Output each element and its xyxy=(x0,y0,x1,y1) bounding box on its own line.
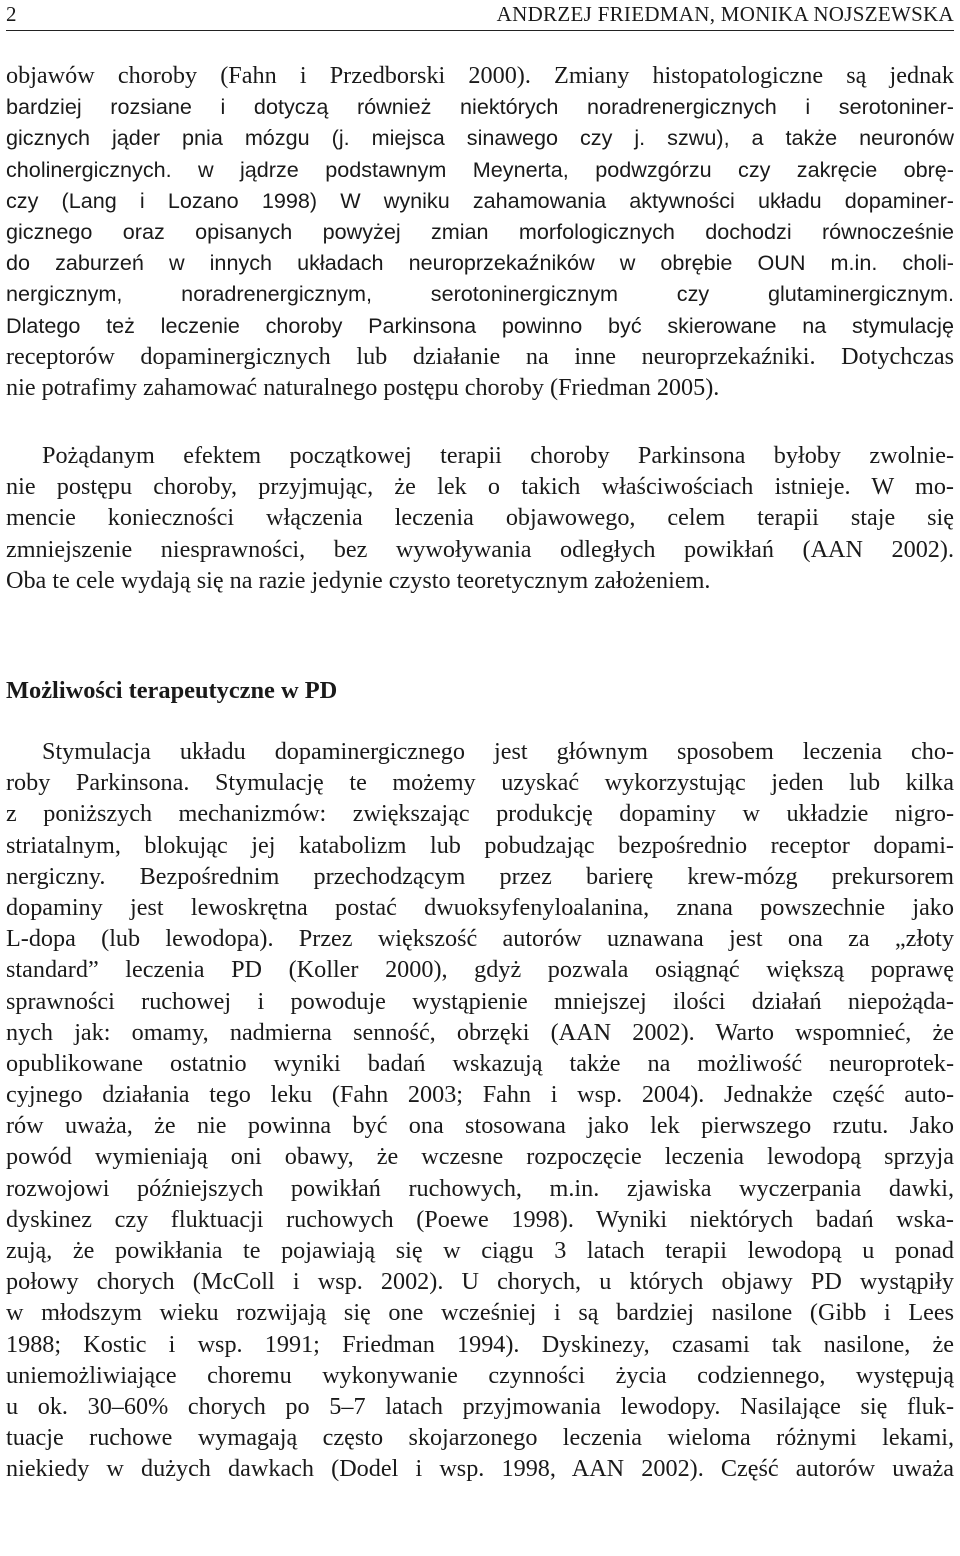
text-line: striatalnym, blokując jej katabolizm lub pobudzając bezpośrednio receptor dopami- xyxy=(6,831,954,859)
text-line: zują, że powikłania te pojawiają się w ciągu 3 latach terapii lewodopą u ponad xyxy=(6,1237,954,1264)
paragraph-continued xyxy=(6,60,954,403)
text-line: nie potrafimy zahamować naturalnego postępu choroby (Friedman 2005). xyxy=(6,373,720,401)
text-line: zmniejszenie niesprawności, bez wywoływania odległych powikłań (AAN 2002). xyxy=(6,535,954,563)
text-line: cyjnego działania tego leku (Fahn 2003; Fahn i wsp. 2004). Jednakże część auto- xyxy=(6,1081,954,1109)
text-line: nergiczny. Bezpośrednim przechodzącym przez barierę krew-mózg prekursorem xyxy=(6,862,954,890)
text-line: nergicznym, noradrenergicznym, serotoninergicznym czy glutaminergicznym. xyxy=(6,281,954,307)
text-line: gicznych jąder pnia mózgu (j. miejsca sinawego czy j. szwu), a także neuronów xyxy=(6,125,954,151)
text-line: bardziej rozsiane i dotyczą również niektórych noradrenergicznych i serotoniner- xyxy=(6,94,954,120)
text-line: rozwojowi późniejszych powikłań ruchowych, m.in. zjawiska wyczerpania dawki, xyxy=(6,1174,954,1202)
text-line: powód wymieniają oni obawy, że wczesne rozpoczęcie leczenia lewodopą sprzyja xyxy=(6,1143,954,1171)
text-line: nych jak: omamy, nadmierna senność, obrzęki (AAN 2002). Warto wspomnieć, że xyxy=(6,1018,954,1046)
text-line: Pożądanym efektem początkowej terapii choroby Parkinsona byłoby zwolnie- xyxy=(42,442,954,469)
text-line: roby Parkinsona. Stymulację te możemy uzyskać wykorzystując jeden lub kilka xyxy=(6,769,954,797)
text-line: tuacje ruchowe wymagają często skojarzonego leczenia wieloma różnymi lekami, xyxy=(6,1424,954,1452)
text-line: receptorów dopaminergicznych lub działanie na inne neuroprzekaźniki. Dotychczas xyxy=(6,342,954,370)
text-line: cholinergicznych. w jądrze podstawnym Meynerta, podwzgórzu czy zakręcie obrę- xyxy=(6,156,954,182)
text-line: nie postępu choroby, przyjmując, że lek o takich właściwościach istnieje. W mo- xyxy=(6,473,954,501)
text-line: dopaminy jest lewoskrętna postać dwuoksyfenyloalanina, znana powszechnie jako xyxy=(6,893,954,921)
paragraph-therapeutic-options xyxy=(6,736,954,1485)
text-line: Dlatego też leczenie choroby Parkinsona powinno być skierowane na stymulację xyxy=(6,312,954,338)
text-line: mencie konieczności włączenia leczenia objawowego, celem terapii staje się xyxy=(6,504,954,532)
text-line: sprawności ruchowej i powoduje wystąpienie mniejszej ilości działań niepożąda- xyxy=(6,987,954,1015)
text-line: niekiedy w dużych dawkach (Dodel i wsp. 1998, AAN 2002). Część autorów uważa xyxy=(6,1455,954,1483)
text-line: rów uważa, że nie powinna być ona stosowana jako lek pierwszego rzutu. Jako xyxy=(6,1112,954,1140)
text-line: uniemożliwiające choremu wykonywanie czynności życia codziennego, występują xyxy=(6,1361,954,1389)
paragraph-therapy-goal xyxy=(6,440,954,596)
text-line: Stymulacja układu dopaminergicznego jest głównym sposobem leczenia cho- xyxy=(42,738,954,765)
page-header xyxy=(6,0,954,31)
running-head-authors: ANDRZEJ FRIEDMAN, MONIKA NOJSZEWSKA xyxy=(496,2,954,26)
text-line: gicznego oraz opisanych powyżej zmian morfologicznych dochodzi równocześnie xyxy=(6,218,954,244)
text-line: Oba te cele wydają się na razie jedynie czysto teoretycznym założeniem. xyxy=(6,566,711,594)
text-line: do zaburzeń w innych układach neuroprzekaźników w obrębie OUN m.in. choli- xyxy=(6,250,954,276)
text-line: u ok. 30–60% chorych po 5–7 latach przyjmowania lewodopy. Nasilające się fluk- xyxy=(6,1392,954,1420)
text-line: w młodszym wieku rozwijają się one wcześniej i są bardziej nasilone (Gibb i Lees xyxy=(6,1299,954,1327)
text-line: dyskinez czy fluktuacji ruchowych (Poewe 1998). Wyniki niektórych badań wska- xyxy=(6,1205,954,1233)
text-line: L-dopa (lub lewodopa). Przez większość autorów uznawana jest ona za „złoty xyxy=(6,925,954,953)
text-line: z poniższych mechanizmów: zwiększając produkcję dopaminy w układzie nigro- xyxy=(6,800,954,828)
text-line: czy (Lang i Lozano 1998) W wyniku zahamowania aktywności układu dopaminer- xyxy=(6,187,954,213)
page-number: 2 xyxy=(6,2,17,26)
text-line: opublikowane ostatnio wyniki badań wskazują także na możliwość neuroprotek- xyxy=(6,1049,954,1077)
section-heading: Możliwości terapeutyczne w PD xyxy=(6,677,338,704)
text-line: objawów choroby (Fahn i Przedborski 2000). Zmiany histopatologiczne są jednak xyxy=(6,62,954,89)
text-line: połowy chorych (McColl i wsp. 2002). U chorych, u których objawy PD wystąpiły xyxy=(6,1268,954,1296)
text-line: 1988; Kostic i wsp. 1991; Friedman 1994). Dyskinezy, czasami tak nasilone, że xyxy=(6,1330,954,1358)
text-line: standard” leczenia PD (Koller 2000), gdyż pozwala osiągnąć większą poprawę xyxy=(6,956,954,984)
